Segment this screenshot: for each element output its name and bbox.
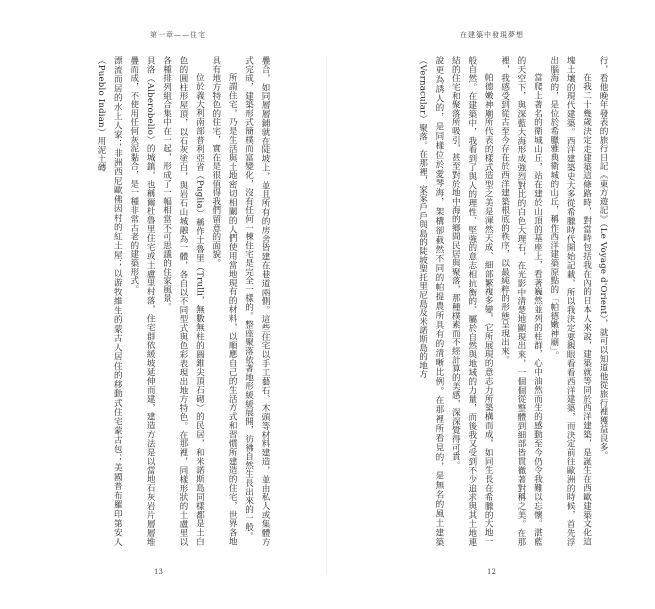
paragraph: 位於義大利南部普利亞省（Puglia）稱作土魯里（Trulli，無數無柱的圓錐尖頂石砌）的民居，和米諾斯島同樣都是土白色的圓柱形屋頂，以石灰塗白，與岩石山城融為一體，各自以不同型式與色彩表現出地方特色。在那裡，同樣形狀的土盧里以各種排列組合集中在一起，形成了一幅相當不可思議的住家風景。 [161, 56, 205, 546]
body-text [51, 56, 273, 546]
paragraph: 所謂住宅，乃是生活與土地密切相關的人們使用當地現有的材料，以順應自己的生活方式和習慣所建造的住宅，世界各地具有地方特色的住宅，實在是很值得我們留意的面貌。 [210, 56, 238, 546]
paragraph: 漂流而居的水上人家；非洲西尼歐佛因村的紅土屋；以游牧維生的蒙古人居住的移動式住宅蒙古包；美國普布羅印第安人（Pueblo Indian）用泥土磚 [95, 56, 123, 546]
paragraph: 疊合，如同層層鋪就在陡坡上，並且所有的房舍皆建在巷道兩側。這些住宅以手工藝石、木頭等材料建造，並由私人或集體方式完成，建築形式簡樸而富變化，沒有任何一棟住宅是完全一樣的。整座聚落依著地形緩緩展開，彷彿自然生長出來的一般。 [243, 56, 270, 546]
right-page [327, 0, 655, 609]
paragraph: 行，看他晚年發表的旅行日記《東方遊記》（Le Voyage d'Orient），就可以知道他從旅行裡獲益良多。 [598, 56, 608, 460]
page-number: 13 [154, 568, 163, 576]
paragraph: 當爬上著名的衛城山丘，站在建於山頂的基座上，看著巍然並列的柱群，心中油然而生的感動至今仍令我難以忘懷。湛藍的天空下，與深藍大海形成強烈對比的白色大理石，在光影中清楚地顯現出來，一個個從整體到細部皆貫徹著對稱之美。在那裡，我感受到從古至今存在於西洋建築根底的秩序，以最純粹的形態呈現出來。 [499, 56, 543, 546]
paragraph: 說更為誘人的，是同樣位於愛琴海，架構卻截然不同的帕提農所具有的清晰比例。在那裡所看見的，是無名的風土建築（Vernacular）聚落。在那裡，家家戶戶與島的陡坡聖托里尼島及米諾斯島的地方 [417, 56, 444, 546]
paragraph: 在我二十幾歲決定走建築這條路時，對當時包括我在內的日本人來說，建築就等同於西洋建築，是誕生在西歐建築文化這塊土壤的現代建築。西洋建築史大多從希臘時代開始記載，所以我決定要親眼看看西洋建築，而決定前往歐洲的時候，首先浮出腦海的，是位於希臘雅典衛城的山丘，稱作西洋建築原點的「帕德嫩神廟」。 [548, 56, 592, 546]
body-text [373, 56, 611, 546]
left-page [0, 0, 327, 609]
paragraph: 帕德嫩神廟所代表的樣式造型之美是渾然天成、細部繁複多變，它所展現的意志力所築構而成，如同生長在希臘的大地一般自然。在建築中，我看到了與人的理性、堅強的意志相抗衡的、屬於自然與地域的力量，而後我又受到不少追求與其土地連結的住宅和聚落所吸引，甚至對於地中海的鄉間民居與聚落，那種樸素而不經計算的美感，深深覺得可貴。 [450, 56, 494, 546]
page-number: 12 [487, 568, 496, 576]
paragraph: 貝洛（Alberobello）的城鎮，也稱爾杜魯里住宅或土盧里村落，住宅群依緩坡延伸而建，建造方法是以當地石灰岩片層層堆疊而成，不使用任何灰泥黏合，是一種非常古老的建築形式。 [128, 56, 156, 546]
running-head: 第一章——住宅 [150, 31, 206, 39]
running-head: 在建築中發現夢想 [460, 31, 524, 39]
